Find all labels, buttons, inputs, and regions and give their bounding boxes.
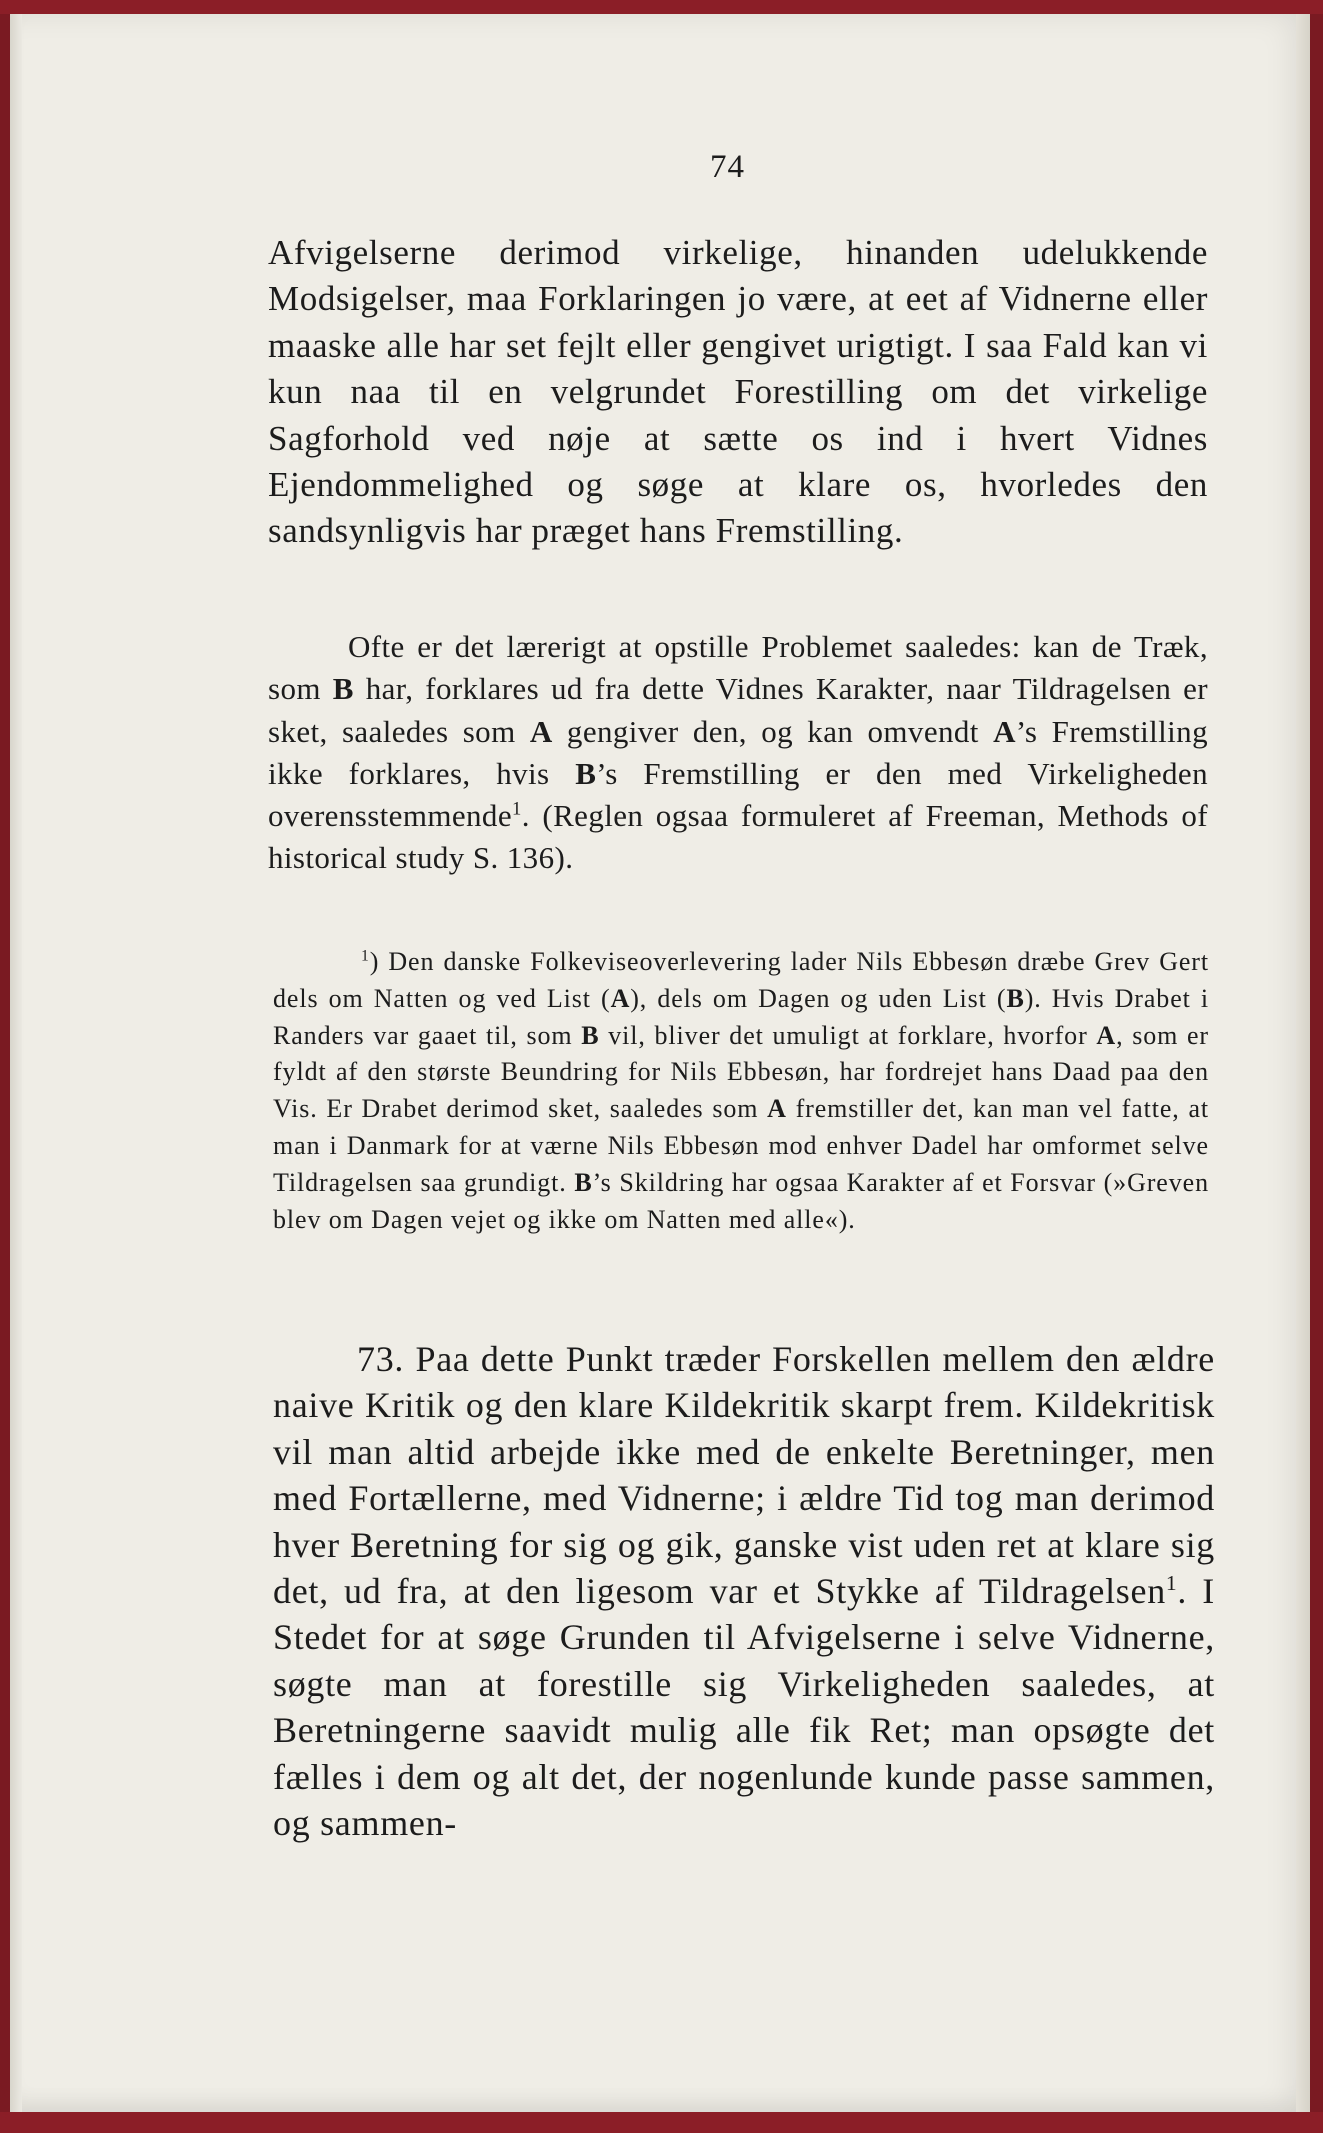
footnote-reference: 1 (1165, 1571, 1178, 1596)
paragraph-problem (268, 626, 1208, 880)
footnote-reference: 1 (512, 798, 522, 820)
paragraph-3-text: Paa dette Punkt træder Forskellen mellem den ældre naive Kritik og den klare Kildekritik skarpt frem. Kildekritisk vil man altid arbejde ikke med de enkelte Beretninger, men med Fortællerne, med Vidnerne; i ældre Tid tog man derimod hver Beretning for sig og gik, ganske vist uden ret at klare sig det, ud fra, at den ligesom var et Stykke af Tildragelsen (273, 1339, 1215, 1612)
page-gutter (10, 14, 22, 2112)
footnote-text: ), dels om Dagen og uden List ( (630, 983, 1007, 1013)
footnote-text: , som er fyldt af den største Beundring for Nils Ebbesøn, har fordrejet hans Daad paa den Vis. Er Drabet derimod sket, saaledes som (273, 1020, 1209, 1124)
paragraph-2-text: . (Reglen ogsaa formuleret af Freeman, Methods of historical study S. 136). (268, 798, 1208, 876)
binding-top-edge (0, 0, 1323, 14)
section-number: 73. (357, 1339, 405, 1379)
footnote (273, 944, 1209, 1238)
witness-b-label: B (1006, 983, 1025, 1013)
witness-b-label: B (575, 755, 597, 791)
paragraph-1-text: Afvigelserne derimod virkelige, hinanden udelukkende Modsigelser, maa Forklaringen jo være, at eet af Vidnerne eller maaske alle har set fejlt eller gengivet urigtigt. I saa Fald kan vi kun naa til en velgrundet Forestilling om det virkelige Sagforhold ved nøje at sætte os ind i hvert Vidnes Ejendommelighed og søge at klare os, hvorledes den sandsynligvis har præget hans Fremstilling. (268, 233, 1208, 551)
footnote-text: ) Den danske Folkeviseoverlevering lader Nils Ebbesøn dræbe Grev Gert dels om Natten og ved List ( (273, 947, 1209, 1013)
witness-a-label: A (529, 713, 553, 749)
witness-a-label: A (993, 713, 1016, 749)
page-edge (1296, 14, 1310, 2112)
page-number: 74 (710, 149, 745, 185)
paragraph-2-text: Ofte er det lærerigt at opstille Problemet saaledes: kan de Træk, som (268, 629, 1208, 707)
footnote-text: ’s Skildring har ogsaa Karakter af et Forsvar (»Greven blev om Dagen vejet og ikke om Natten med alle«). (273, 1167, 1209, 1234)
footnote-text: fremstiller det, kan man vel fatte, at man i Danmark for at værne Nils Ebbesøn mod enhver Dadel har omformet selve Tildragelsen saa grundigt. (273, 1094, 1210, 1197)
binding-bottom-edge (0, 2112, 1323, 2133)
section-73-paragraph (273, 1336, 1215, 1846)
paragraph-2-text: ’s Fremstilling ikke forklares, hvis (268, 713, 1208, 791)
footnote-marker: 1 (361, 947, 370, 965)
witness-b-label: B (332, 671, 354, 707)
footnote-text: ). Hvis Drabet i Randers var gaaet til, som (273, 983, 1209, 1050)
witness-b-label: B (574, 1167, 593, 1197)
witness-a-label: A (767, 1094, 787, 1124)
footnote-text: vil, bliver det umuligt at forklare, hvorfor (599, 1020, 1097, 1050)
witness-a-label: A (1096, 1020, 1117, 1050)
witness-a-label: A (610, 983, 631, 1013)
paragraph-2-text: har, forklares ud fra dette Vidnes Karakter, naar Tildragelsen er sket, saaledes som (268, 671, 1208, 749)
paragraph-3-text: . I Stedet for at søge Grunden til Afvigelserne i selve Vidnerne, søgte man at forestille sig Virkeligheden saaledes, at Beretningerne saavidt mulig alle fik Ret; man opsøgte det fælles i dem og alt det, der nogenlunde kunde passe sammen, og sammen- (273, 1571, 1215, 1844)
paragraph-continuation (268, 230, 1208, 555)
paragraph-2-text: gengiver den, og kan omvendt (552, 713, 994, 749)
witness-b-label: B (581, 1020, 600, 1050)
paragraph-2-text: ’s Fremstilling er den med Virkeligheden overensstemmende (268, 755, 1208, 834)
book-page (10, 14, 1310, 2112)
